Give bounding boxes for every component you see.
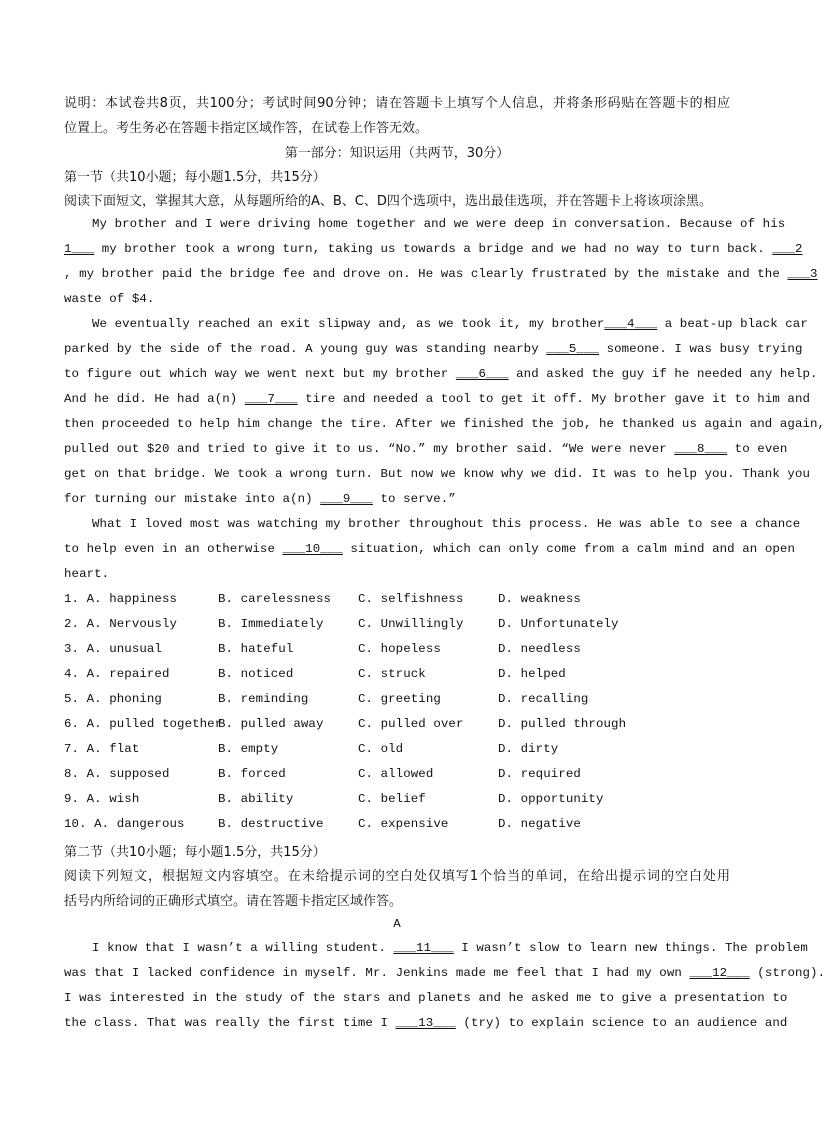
- option-row: [64, 617, 730, 637]
- cloze-text: to serve.”: [372, 492, 456, 506]
- blank-2: ___2: [772, 242, 803, 256]
- cloze-line-1: My brother and I were driving home together and we were deep in conversation. Because of his: [92, 217, 786, 231]
- section2-title: 第二节（共10小题；每小题1.5分，共15分）: [64, 845, 326, 860]
- option-row: [64, 642, 730, 662]
- cloze-text: situation, which can only come from a calm mind and an open: [342, 542, 795, 556]
- option-c: C. expensive: [358, 817, 449, 831]
- option-b: B. forced: [218, 767, 286, 781]
- cloze-line-4: waste of $4.: [64, 292, 155, 306]
- option-b: B. reminding: [218, 692, 309, 706]
- cloze-text: a beat-up black car: [657, 317, 808, 331]
- option-d: D. needless: [498, 642, 581, 656]
- passage-text: (strong).: [749, 966, 825, 980]
- section2-instruction-1: 阅读下列短文，根据短文内容填空。在未给提示词的空白处仅填写1个恰当的单词，在给出提示词的空白处用: [64, 869, 730, 884]
- blank-6: ___6___: [455, 367, 509, 381]
- cloze-line-5: [92, 317, 808, 331]
- exam-note-line-2: 位置上。考生务必在答题卡指定区域作答，在试卷上作答无效。: [64, 121, 429, 136]
- blank-8: ___8___: [674, 442, 728, 456]
- blank-10: ___10___: [282, 542, 343, 556]
- option-b: B. empty: [218, 742, 279, 756]
- passage-text: (try) to explain science to an audience and: [455, 1016, 788, 1030]
- cloze-line-12: [64, 492, 730, 506]
- option-row: [64, 667, 730, 687]
- blank-13: ___13___: [395, 1016, 456, 1030]
- passage-line-2: [64, 966, 825, 980]
- option-c: C. greeting: [358, 692, 441, 706]
- cloze-line-6: [64, 342, 803, 356]
- passage-text: was that I lacked confidence in myself. Mr. Jenkins made me feel that I had my own: [64, 966, 690, 980]
- cloze-line-8: [64, 392, 811, 406]
- option-a: 9. A. wish: [64, 792, 140, 806]
- cloze-text: to help even in an otherwise: [64, 542, 283, 556]
- cloze-text: And he did. He had a(n): [64, 392, 245, 406]
- cloze-text: tire and needed a tool to get it off. My brother gave it to him and: [297, 392, 811, 406]
- part1-title: 第一部分：知识运用（共两节，30分）: [284, 146, 510, 161]
- option-d: D. required: [498, 767, 581, 781]
- cloze-text: for turning our mistake into a(n): [64, 492, 321, 506]
- option-d: D. weakness: [498, 592, 581, 606]
- passage-text: I know that I wasn’t a willing student.: [92, 941, 394, 955]
- section1-instruction: 阅读下面短文，掌握其大意，从每题所给的A、B、C、D四个选项中，选出最佳选项，并在答题卡上将该项涂黑。: [64, 194, 712, 209]
- option-a: 5. A. phoning: [64, 692, 162, 706]
- blank-5: ___5___: [546, 342, 600, 356]
- option-row: [64, 792, 730, 812]
- cloze-line-14: [64, 542, 795, 556]
- blank-1: 1___: [64, 242, 95, 256]
- cloze-text: pulled out $20 and tried to give it to us. “No.” my brother said. “We were never: [64, 442, 675, 456]
- cloze-line-11: get on that bridge. We took a wrong turn. But now we know why we did. It was to help you. Thank you: [64, 467, 811, 481]
- option-a: 4. A. repaired: [64, 667, 170, 681]
- option-a: 1. A. happiness: [64, 592, 178, 606]
- option-c: C. pulled over: [358, 717, 464, 731]
- option-c: C. Unwillingly: [358, 617, 464, 631]
- blank-7: ___7___: [244, 392, 298, 406]
- cloze-line-15: heart.: [64, 567, 110, 581]
- cloze-text: parked by the side of the road. A young guy was standing nearby: [64, 342, 547, 356]
- cloze-line-10: [64, 442, 788, 456]
- option-b: B. hateful: [218, 642, 294, 656]
- option-b: B. pulled away: [218, 717, 324, 731]
- option-d: D. helped: [498, 667, 566, 681]
- exam-note-line-1: 说明：本试卷共8页，共100分；考试时间90分钟；请在答题卡上填写个人信息，并将条形码贴在答题卡的相应: [64, 96, 730, 111]
- cloze-line-13: What I loved most was watching my brother throughout this process. He was able to see a chance: [92, 517, 801, 531]
- option-d: D. pulled through: [498, 717, 627, 731]
- cloze-line-2: [64, 242, 803, 256]
- option-row: [64, 767, 730, 787]
- cloze-line-9: then proceeded to help him change the tire. After we finished the job, he thanked us again and again,: [64, 417, 825, 431]
- section2-instruction-2: 括号内所给词的正确形式填空。请在答题卡指定区域作答。: [64, 894, 403, 909]
- option-c: C. struck: [358, 667, 426, 681]
- option-b: B. Immediately: [218, 617, 324, 631]
- passage-line-1: [92, 941, 808, 955]
- passage-text: I wasn’t slow to learn new things. The problem: [453, 941, 808, 955]
- cloze-text: my brother took a wrong turn, taking us towards a bridge and we had no way to turn back.: [94, 242, 773, 256]
- blank-12: ___12___: [689, 966, 750, 980]
- option-row: [64, 717, 730, 737]
- option-a: 3. A. unusual: [64, 642, 162, 656]
- option-c: C. belief: [358, 792, 426, 806]
- option-a: 6. A. pulled together: [64, 717, 223, 731]
- option-c: C. selfishness: [358, 592, 464, 606]
- cloze-text: to figure out which way we went next but my brother: [64, 367, 456, 381]
- option-row: [64, 692, 730, 712]
- passage-line-3: I was interested in the study of the stars and planets and he asked me to give a presentation to: [64, 991, 788, 1005]
- blank-4: ___4___: [604, 317, 658, 331]
- cloze-text: , my brother paid the bridge fee and drove on. He was clearly frustrated by the mistake and the: [64, 267, 788, 281]
- cloze-text: and asked the guy if he needed any help.: [508, 367, 818, 381]
- passage-text: the class. That was really the first time I: [64, 1016, 396, 1030]
- option-row: [64, 742, 730, 762]
- passage-label: A: [393, 917, 401, 931]
- cloze-line-7: [64, 367, 818, 381]
- option-c: C. old: [358, 742, 404, 756]
- option-d: D. recalling: [498, 692, 589, 706]
- option-d: D. opportunity: [498, 792, 604, 806]
- cloze-text: someone. I was busy trying: [599, 342, 803, 356]
- option-row: [64, 817, 730, 837]
- cloze-line-3: [64, 267, 818, 281]
- cloze-text: We eventually reached an exit slipway and, as we took it, my brother: [92, 317, 605, 331]
- option-c: C. allowed: [358, 767, 434, 781]
- option-c: C. hopeless: [358, 642, 441, 656]
- cloze-text: to even: [727, 442, 788, 456]
- option-d: D. Unfortunately: [498, 617, 619, 631]
- option-a: 7. A. flat: [64, 742, 140, 756]
- option-b: B. noticed: [218, 667, 294, 681]
- option-b: B. ability: [218, 792, 294, 806]
- blank-11: ___11___: [393, 941, 454, 955]
- option-d: D. negative: [498, 817, 581, 831]
- option-b: B. destructive: [218, 817, 324, 831]
- option-a: 10. A. dangerous: [64, 817, 185, 831]
- passage-line-4: [64, 1016, 788, 1030]
- option-b: B. carelessness: [218, 592, 332, 606]
- blank-3: ___3: [787, 267, 818, 281]
- section1-title: 第一节（共10小题；每小题1.5分，共15分）: [64, 170, 326, 185]
- option-row: [64, 592, 730, 612]
- blank-9: ___9___: [320, 492, 373, 506]
- option-d: D. dirty: [498, 742, 559, 756]
- option-a: 2. A. Nervously: [64, 617, 178, 631]
- option-a: 8. A. supposed: [64, 767, 170, 781]
